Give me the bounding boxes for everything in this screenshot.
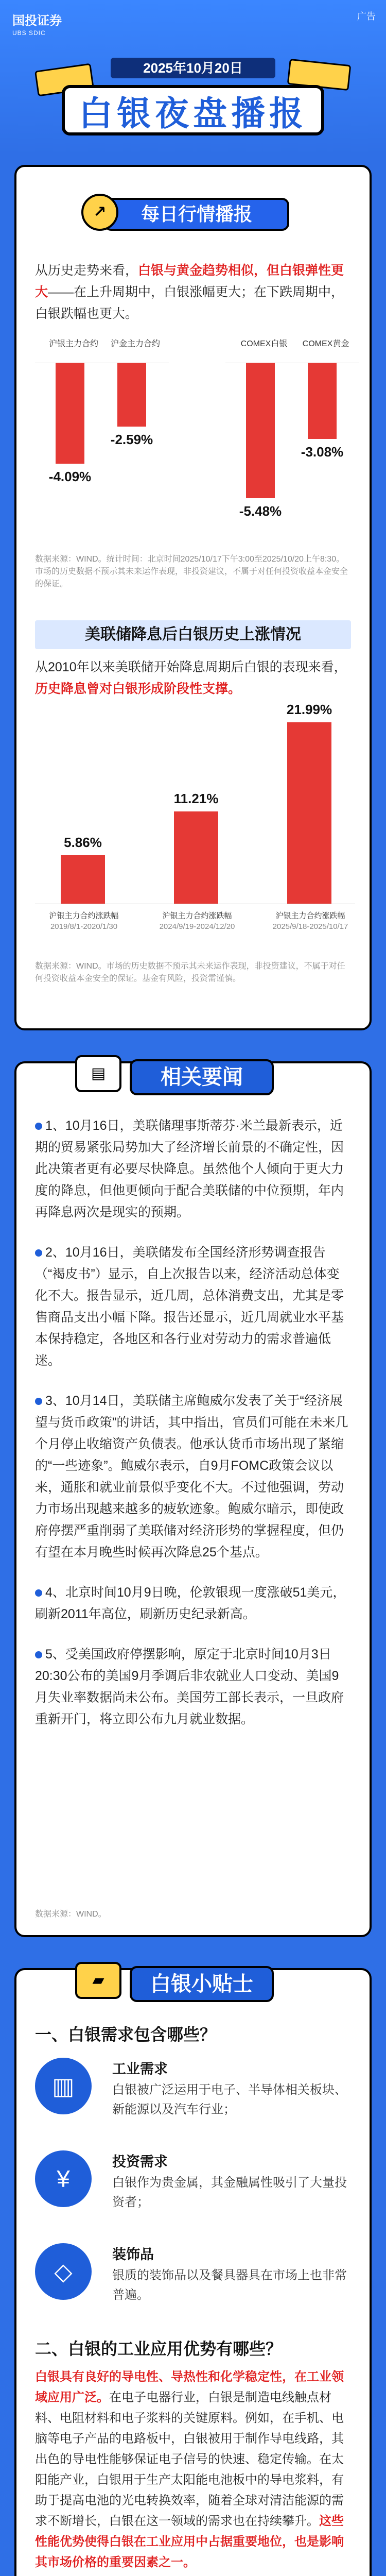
factory-icon: ▥ <box>35 2058 92 2114</box>
news-item: 2、10月16日，美联储发布全国经济形势调查报告（“褐皮书”）显示，自上次报告以来，经济活动总体变化不大。报告显示，近几周，总体消费支出，尤其是零售商品支出小幅下降。报告还显示，近几周就业水平基本保持稳定，各地区和各行业对劳动力的需求普遍低迷。 <box>35 1245 344 1368</box>
logo-cn: 国投证券 <box>12 14 62 28</box>
tip-industrial: ▥ 工业需求 白银被广泛运用于电子、半导体相关板块、新能源以及汽车行业； <box>35 2058 351 2130</box>
bar-value-label: -5.48% <box>239 503 282 519</box>
logo-en: UBS SDIC <box>12 29 46 37</box>
change-bar-chart <box>35 337 355 533</box>
bar <box>61 855 105 904</box>
market-card <box>14 165 372 1030</box>
bar <box>56 363 84 464</box>
category-label: 沪银主力合约涨跌幅 <box>162 911 232 920</box>
silver-bar-icon: ▰ <box>75 1962 121 1999</box>
bar-value-label: 11.21% <box>173 790 219 806</box>
chart-legend-label: COMEX黄金 <box>302 340 349 348</box>
bar-value-label: 5.86% <box>64 835 102 851</box>
money-icon: ¥ <box>35 2150 92 2207</box>
date-label: 2025年10月20日 <box>111 58 275 78</box>
tips-card <box>14 1968 372 2576</box>
market-note: 数据来源：WIND。统计时间：北京时间2025/10/17下午3:00至2025/10/20上午8:30。市场的历史数据不预示其未来运作表现，非投资建议，不属于对任何投资收益本金安全的保证。 <box>35 555 348 588</box>
news-note: 数据来源：WIND。 <box>35 1910 107 1919</box>
history-intro: 从2010年以来美联储开始降息周期后白银的表现来看，历史降息曾对白银形成阶段性支撑。 <box>35 660 347 696</box>
market-intro: 从历史走势来看，白银与黄金趋势相似，但白银弹性更大——在上升周期中，白银涨幅更大；在下跌周期中，白银跌幅也更大。 <box>35 263 344 321</box>
category-date-label: 2019/8/1-2020/1/30 <box>50 922 118 931</box>
bar <box>246 363 275 498</box>
category-date-label: 2024/9/19-2024/12/20 <box>159 922 235 931</box>
ad-tag: 广告 <box>357 11 376 22</box>
bar-value-label: -2.59% <box>110 432 153 448</box>
bullet-icon <box>35 1249 42 1257</box>
section-title-tips: ▰ 白银小贴士 <box>130 1966 274 2002</box>
jewelry-icon: ◇ <box>35 2243 92 2300</box>
section-title-news: ▤ 相关要闻 <box>130 1059 274 1095</box>
bullet-icon <box>35 1651 42 1658</box>
bar <box>308 363 337 439</box>
category-label: 沪银主力合约涨跌幅 <box>275 911 345 920</box>
news-item: 4、北京时间10月9日晚，伦敦银现一度涨破51美元，刷新2011年高位，刷新历史纪录新高。 <box>35 1585 346 1621</box>
news-card <box>14 1061 372 1937</box>
section-title-market: ↗ 每日行情播报 <box>104 198 289 231</box>
bullet-icon <box>35 1123 42 1130</box>
chart-icon: ↗ <box>81 194 118 231</box>
tip-investment: ¥ 投资需求 白银作为贵金属，其金融属性吸引了大量投资者； <box>35 2150 351 2223</box>
news-item: 5、受美国政府停摆影响，原定于北京时间10月3日20:30公布的美国9月季调后非农就业人口变动、美国9月失业率数据尚未公布。美国劳工部长表示，一旦政府重新开门，将立即公布九月就业数据。 <box>35 1647 344 1726</box>
news-item: 1、10月16日，美联储理事斯蒂芬·米兰最新表示，近期的贸易紧张局势加大了经济增长前景的不确定性，因此决策者更有必要尽快降息。虽然他个人倾向于更大力度的降息，但他更倾向于配合美联储的中位预期，年内再降息两次是现实的预期。 <box>35 1118 344 1219</box>
history-note: 数据来源：WIND。市场的历史数据不预示其未来运作表现，非投资建议，不属于对任何投资收益本金安全的保证。基金有风险，投资需谨慎。 <box>35 962 345 983</box>
bar <box>287 722 331 904</box>
page-title: 白银夜盘播报 <box>62 85 324 135</box>
news-list <box>35 1115 351 1749</box>
chart-legend-label: COMEX白银 <box>240 340 288 348</box>
question-demand: 一、白银需求包含哪些？ <box>35 2025 217 2044</box>
newspaper-icon: ▤ <box>75 1055 121 1092</box>
section-title-history: 美联储降息后白银历史上涨情况 <box>35 620 351 649</box>
bullet-icon <box>35 1589 42 1597</box>
chart-legend-label: 沪金主力合约 <box>110 340 160 348</box>
question-advantage: 二、白银的工业应用优势有哪些？ <box>35 2340 283 2358</box>
bar-value-label: -4.09% <box>48 469 92 485</box>
bullet-icon <box>35 1398 42 1405</box>
bar-value-label: -3.08% <box>301 444 344 460</box>
news-item: 3、10月14日，美联储主席鲍威尔发表了关于“经济展望与货币政策”的讲话，其中指出，官员们可能在未来几个月停止收缩资产负债表。他承认货币市场出现了紧缩的“一些迹象”。鲍威尔表示，自9月FOMC政策会议以来，通胀和就业前景似乎变化不大。不过他强调，劳动力市场出现越来越多的疲软迹象。鲍威尔暗示，即使政府停摆严重削弱了美联储对经济形势的掌握程度，但仍有望在本月晚些时候再次降息25个基点。 <box>35 1394 348 1560</box>
advantage-body: 白银具有良好的导电性、导热性和化学稳定性，在工业领域应用广泛。在电子电器行业，白银是制造电线触点材料、电阻材料和电子浆料的关键原料。例如，在手机、电脑等电子产品的电路板中，白银被用于制作导电线路，其出色的导电性能够保证电子信号的快速、稳定传输。在太阳能产业，白银用于生产太阳能电池板中的导电浆料，有助于提高电池的光电转换效率，随着全球对清洁能源的需求不断增长，白银在这一领域的需求也在持续攀升。这些性能优势使得白银在工业应用中占据重要地位，也是影响其市场价格的重要因素之一。 <box>35 2370 344 2569</box>
chart-legend-label: 沪银主力合约 <box>48 340 98 348</box>
history-bar-chart <box>35 702 355 950</box>
brand-logo <box>12 10 62 37</box>
tip-decoration: ◇ 装饰品 银质的装饰品以及餐具器具在市场上也非常普遍。 <box>35 2243 351 2315</box>
category-date-label: 2025/9/18-2025/10/17 <box>272 922 348 931</box>
category-label: 沪银主力合约涨跌幅 <box>49 911 119 920</box>
bar-value-label: 21.99% <box>286 702 332 718</box>
hero-banner <box>0 0 386 155</box>
bar <box>174 811 218 904</box>
bar <box>117 363 146 427</box>
